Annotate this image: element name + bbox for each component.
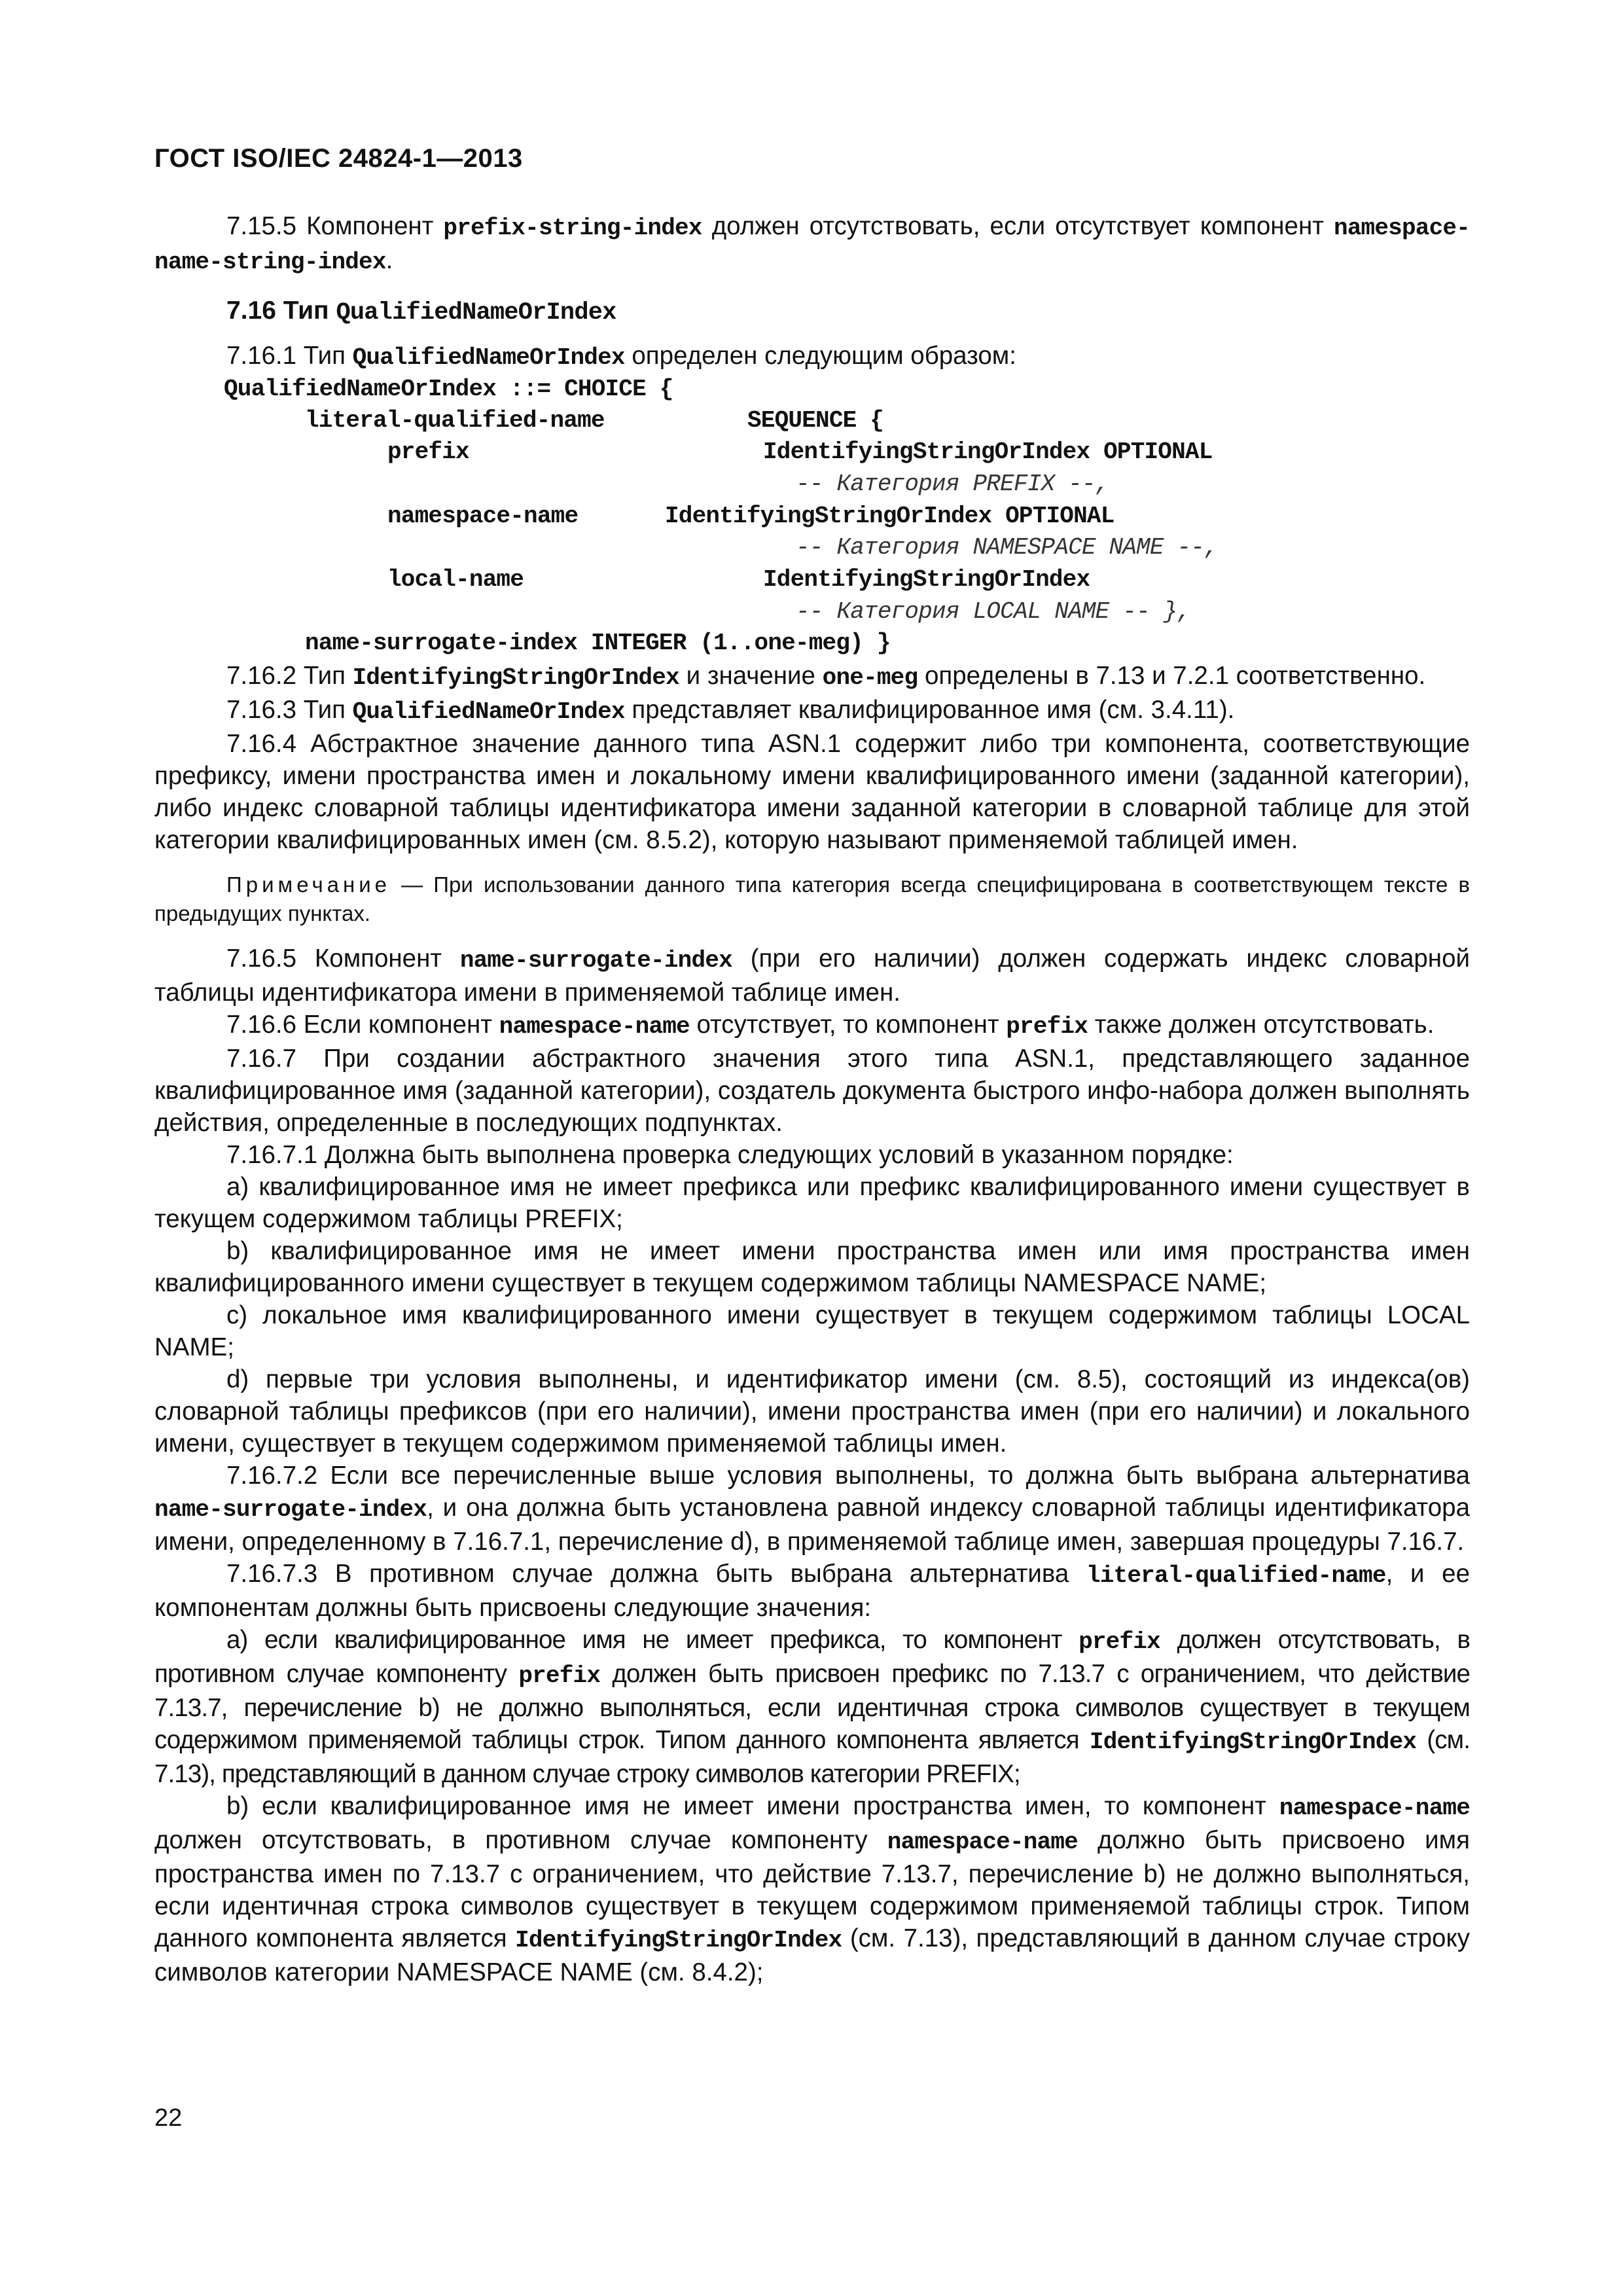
text: 7.15.5 Компонент (226, 212, 444, 240)
paragraph-7-16-7-1: 7.16.7.1 Должна быть выполнена проверка следующих условий в указанном порядке: (226, 1141, 1234, 1169)
asn-line: IdentifyingStringOrIndex OPTIONAL (665, 503, 1115, 529)
code-term: namespace-name (887, 1829, 1078, 1856)
text: 7.16.6 Если компонент (226, 1011, 499, 1039)
condition-b: b) квалифицированное имя не имеет имени пространства имен или имя пространства имен квалифицированного имени существует в текущем содержимом таблицы NAMESPACE NAME; (154, 1237, 1470, 1297)
code-term: one-meg (822, 664, 918, 691)
paragraph-7-16-2 (154, 660, 1470, 694)
text: 7.16 Тип (226, 296, 336, 325)
text: определен следующим образом: (624, 342, 1016, 370)
text: , и она должна быть установлена равной индексу словарной таблицы идентификатора имени, определенному в 7.16.7.1, перечисление d), в применяемой таблице имен, завершая процедуры 7.16.7. (154, 1494, 1470, 1556)
code-term: literal-qualified-name (1086, 1562, 1386, 1589)
text: (см. 7.13), представляющий в данном случае строку символов категории NAMESPACE NAME (см. 8.4.2); (154, 1924, 1470, 1986)
condition-c: c) локальное имя квалифицированного имени существует в текущем содержимом таблицы LOCAL NAME; (154, 1301, 1470, 1361)
text: должен отсутствовать, в противном случае компоненту (154, 1626, 1470, 1688)
document-header: ГОСТ ISO/IEC 24824-1—2013 (154, 144, 523, 173)
code-term: QualifiedNameOrIndex (352, 344, 625, 371)
asn-line: prefix (387, 439, 469, 465)
paragraph-7-15-5 (154, 210, 1470, 278)
code-term: name-surrogate-index (459, 947, 732, 974)
text: также должен отсутствовать. (1088, 1011, 1435, 1039)
paragraph-7-16-1 (154, 340, 1470, 374)
code-term: IdentifyingStringOrIndex (352, 664, 679, 691)
paragraph-7-16-6 (154, 1009, 1470, 1043)
text: , и ее компонентам должны быть присвоены следующие значения: (154, 1560, 1471, 1622)
code-term: namespace-name-string-index (154, 215, 1470, 276)
paragraph-7-16-7-3 (154, 1558, 1470, 1624)
paragraph-7-16-5 (154, 942, 1470, 1009)
document-page (154, 144, 1470, 1988)
text: должно быть присвоено имя пространства имен по 7.13.7 с ограничением, что действие 7.13.7, перечисление b) не должно выполняться, если идентичная строка символов существует в текущем содержимом применяемой таблицы строк. Типом данного компонента является (154, 1826, 1470, 1952)
text: a) если квалифицированное имя не имеет префикса, то компонент (226, 1626, 1079, 1654)
text: 7.16.5 Компонент (226, 944, 460, 973)
asn-definition (154, 374, 1470, 660)
asn-line: literal-qualified-name (305, 407, 605, 434)
item-b (154, 1790, 1470, 1988)
item-a (154, 1624, 1470, 1790)
asn-comment: -- Категория NAMESPACE NAME --, (796, 534, 1218, 561)
asn-line: IdentifyingStringOrIndex OPTIONAL (763, 439, 1213, 465)
code-term: prefix (518, 1662, 601, 1689)
paragraph-7-16-7: 7.16.7 При создании абстрактного значения этого типа ASN.1, представляющего заданное квалифицированное имя (заданной категории), создатель документа быстрого инфо-набора должен выполнять действия, определенные в последующих подпунктах. (154, 1045, 1470, 1137)
asn-line: QualifiedNameOrIndex ::= CHOICE { (224, 376, 673, 403)
text: должен отсутствовать, если отсутствует компонент (702, 212, 1334, 240)
asn-line: SEQUENCE { (747, 407, 884, 434)
text: должен быть присвоен префикс по 7.13.7 с ограничением, что действие 7.13.7, перечисление b) не должно выполняться, если идентичная строка символов существует в текущем содержимом применяемой таблицы строк. Типом данного компонента является (154, 1660, 1470, 1754)
code-term: namespace-name (1279, 1795, 1470, 1821)
note-text: — При использовании данного типа категория всегда специфицирована в соответствующем тексте в предыдущих пунктах. (154, 872, 1470, 925)
text: определены в 7.13 и 7.2.1 соответственно. (918, 662, 1426, 690)
condition-d: d) первые три условия выполнены, и идентификатор имени (см. 8.5), состоящий из индекса(ов) словарной таблицы префиксов (при его наличии), имени пространства имен (при его наличии) и локального имени, существует в текущем содержимом применяемой таблицы имен. (154, 1365, 1470, 1458)
code-term: prefix (1006, 1013, 1088, 1040)
code-term: name-surrogate-index (154, 1496, 427, 1523)
text: отсутствует, то компонент (689, 1011, 1007, 1039)
note (154, 870, 1470, 928)
code-term: QualifiedNameOrIndex (352, 698, 625, 725)
asn-comment: -- Категория LOCAL NAME -- }, (796, 598, 1191, 625)
asn-line: IdentifyingStringOrIndex (763, 566, 1090, 593)
code-term: QualifiedNameOrIndex (336, 299, 616, 327)
paragraph-7-16-3 (154, 694, 1470, 728)
code-term: prefix-string-index (443, 215, 702, 242)
paragraph-7-16-4: 7.16.4 Абстрактное значение данного типа ASN.1 содержит либо три компонента, соответствующие префиксу, имени пространства имен и локальному имени квалифицированного имени (заданной категории), либо индекс словарной таблицы идентификатора имени заданной категории в словарной таблице для этой категории квалифицированных имен (см. 8.5.2), которую называют применяемой таблицей имен. (154, 730, 1470, 854)
asn-comment: -- Категория PREFIX --, (796, 471, 1109, 497)
text: представляет квалифицированное имя (см. 3.4.11). (624, 696, 1235, 724)
page-number: 22 (154, 2104, 183, 2132)
text: (см. 7.13), представляющий в данном случае строку символов категории PREFIX; (154, 1726, 1470, 1788)
text: b) если квалифицированное имя не имеет имени пространства имен, то компонент (226, 1792, 1279, 1820)
asn-line: local-name (387, 566, 524, 593)
text: 7.16.2 Тип (226, 662, 353, 690)
code-term: namespace-name (499, 1013, 690, 1040)
code-term: IdentifyingStringOrIndex (1089, 1729, 1417, 1755)
code-term: prefix (1079, 1628, 1160, 1655)
paragraph-7-16-7-2 (154, 1460, 1470, 1558)
code-term: IdentifyingStringOrIndex (515, 1927, 842, 1954)
text: 7.16.7.2 Если все перечисленные выше условия выполнены, то должна быть выбрана альтернатива (226, 1462, 1470, 1490)
asn-line: namespace-name (387, 503, 579, 529)
text: 7.16.7.3 В противном случае должна быть выбрана альтернатива (226, 1560, 1086, 1588)
condition-a: a) квалифицированное имя не имеет префикса или префикс квалифицированного имени существует в текущем содержимом таблицы PREFIX; (154, 1173, 1470, 1233)
text: 7.16.1 Тип (226, 342, 353, 370)
text: . (385, 246, 393, 274)
section-heading-7-16 (226, 296, 1470, 327)
note-label: Примечание (226, 872, 391, 897)
text: 7.16.3 Тип (226, 696, 353, 724)
asn-line: name-surrogate-index INTEGER (1..one-meg) } (305, 630, 891, 656)
text: и значение (679, 662, 823, 690)
text: (при его наличии) должен содержать индекс словарной таблицы идентификатора имени в применяемой таблице имен. (154, 944, 1470, 1007)
text: должен отсутствовать, в противном случае компоненту (154, 1826, 887, 1854)
